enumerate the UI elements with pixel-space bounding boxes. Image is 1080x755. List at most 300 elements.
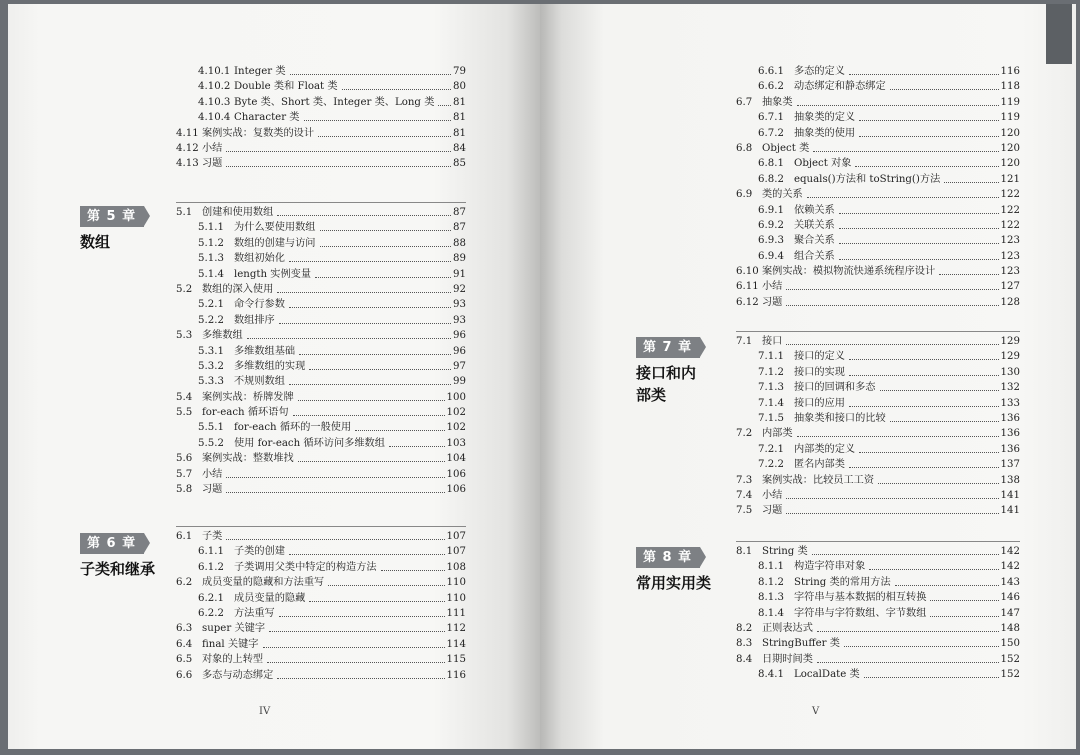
toc-entry (176, 141, 466, 156)
toc-entry-page: 122 (1000, 219, 1020, 231)
chapter-title: 常用实用类 (636, 574, 712, 592)
toc-entry-line (794, 172, 1020, 187)
dot-leader (269, 621, 445, 632)
dot-leader (226, 156, 451, 167)
dot-leader (844, 636, 999, 647)
toc-entry-line (762, 544, 1020, 559)
toc-entry (736, 79, 1020, 94)
toc-entry-page: 79 (453, 66, 466, 77)
toc-entry (176, 591, 466, 606)
chapter-badge: 第 8 章 (636, 547, 700, 568)
toc-entry-line (762, 473, 1020, 488)
toc-entry-page: 87 (453, 222, 466, 234)
toc-entry-number: 4.12 (176, 142, 199, 154)
toc-entry (176, 64, 466, 79)
toc-entry-title: 命令行参数 (234, 299, 285, 311)
toc-entry-number: 7.1.5 (758, 412, 784, 424)
toc-entry-number: 8.1.2 (758, 576, 784, 588)
toc-entry-line (234, 64, 466, 79)
toc-entry-number: 6.2 (176, 577, 193, 589)
toc-entry-page: 81 (453, 112, 466, 124)
dot-leader (807, 187, 999, 198)
toc-entry-page: 148 (1000, 622, 1020, 634)
chapter-heading (80, 205, 144, 253)
toc-entry-page: 123 (1000, 250, 1020, 262)
toc-entry-page: 80 (453, 81, 466, 93)
toc-entry-line (202, 668, 466, 683)
toc-entry-line (762, 95, 1020, 110)
toc-entry (176, 359, 466, 374)
toc-entry-page: 141 (1000, 505, 1020, 517)
toc-entry-page: 102 (446, 422, 466, 434)
dot-leader (817, 652, 999, 663)
toc-entry-number: 6.6.2 (758, 81, 784, 93)
chapter-title: 数组 (80, 233, 111, 251)
dot-leader (944, 172, 998, 183)
toc-entry-title: Byte 类、Short 类、Integer 类、Long 类 (234, 96, 435, 108)
dot-leader (849, 396, 999, 407)
toc-entry-title: 抽象类 (762, 96, 793, 108)
toc-entry-number: 6.7.2 (758, 127, 784, 139)
toc-entry-title: for-each 循环语句 (202, 407, 289, 419)
toc-entry-line (794, 218, 1020, 233)
toc-entry-line (234, 236, 466, 251)
toc-entry-line (794, 559, 1020, 574)
toc-entry (176, 205, 466, 220)
toc-entry (736, 575, 1020, 590)
toc-entry-page: 122 (1000, 204, 1020, 216)
toc-entry-number: 7.1.2 (758, 366, 784, 378)
toc-entry-page: 120 (1000, 127, 1020, 139)
toc-entry-number: 6.7 (736, 96, 753, 108)
divider (176, 202, 466, 203)
toc-entry (736, 457, 1020, 472)
toc-entry-title: 创建和使用数组 (202, 207, 274, 218)
toc-list (176, 205, 466, 497)
toc-entry-line (762, 264, 1020, 279)
toc-entry-line (794, 380, 1020, 395)
toc-entry-line (762, 334, 1020, 349)
toc-entry-line (202, 405, 466, 420)
toc-entry-title: Object 对象 (794, 158, 852, 170)
dot-leader (849, 457, 999, 468)
toc-entry-title: 成员变量的隐藏和方法重写 (202, 577, 325, 589)
dot-leader (880, 380, 999, 391)
chapter-heading (636, 546, 711, 594)
toc-entry-number: 8.1 (736, 546, 753, 557)
dot-leader (226, 482, 444, 493)
toc-entry-title: equals()方法和 toString()方法 (794, 173, 941, 185)
dot-leader (849, 64, 999, 75)
toc-entry (176, 251, 466, 266)
toc-entry-line (794, 606, 1020, 621)
toc-entry (736, 64, 1020, 79)
toc-entry-page: 116 (1000, 66, 1020, 77)
toc-entry-page: 111 (446, 607, 466, 619)
toc-entry-title: 聚合关系 (794, 235, 835, 247)
toc-entry-title: 数组排序 (234, 314, 275, 326)
toc-entry-number: 6.8.2 (758, 173, 784, 185)
toc-entry (176, 374, 466, 389)
toc-entry-number: 8.2 (736, 622, 753, 634)
toc-entry (736, 559, 1020, 574)
toc-entry-title: 方法重写 (234, 607, 275, 619)
toc-entry-title: 数组初始化 (234, 253, 285, 265)
toc-entry-page: 108 (446, 561, 466, 573)
toc-entry-line (202, 205, 466, 220)
dot-leader (890, 411, 999, 422)
toc-entry-title: 多态的定义 (794, 66, 845, 77)
toc-entry (736, 279, 1020, 294)
toc-entry-title: 案例实战：桥牌发牌 (202, 391, 294, 403)
dot-leader (277, 205, 451, 216)
toc-entry-line (234, 297, 466, 312)
toc-entry (176, 482, 466, 497)
toc-entry-title: 接口 (762, 336, 783, 347)
toc-entry-title: 接口的回调和多态 (794, 382, 876, 394)
toc-entry-page: 97 (453, 360, 466, 372)
toc-entry-page: 122 (1000, 189, 1020, 201)
toc-entry-number: 5.3.3 (198, 376, 224, 388)
dot-leader (849, 349, 999, 360)
toc-list (736, 334, 1020, 519)
toc-entry (736, 264, 1020, 279)
left-page (8, 4, 540, 749)
dot-leader (320, 236, 452, 247)
toc-entry-line (202, 575, 466, 590)
toc-entry-line (762, 652, 1020, 667)
toc-entry-page: 132 (1000, 382, 1020, 394)
toc-entry-page: 102 (446, 407, 466, 419)
toc-entry-title: 接口的应用 (794, 397, 845, 409)
toc-entry (736, 503, 1020, 518)
toc-entry-title: 多维数组基础 (234, 345, 296, 357)
toc-entry-title: 正则表达式 (762, 622, 813, 634)
toc-entry-title: 案例实战：比较员工工资 (762, 474, 875, 486)
toc-entry-title: 接口的定义 (794, 351, 845, 363)
toc-entry-page: 87 (453, 207, 466, 218)
toc-entry (736, 396, 1020, 411)
toc-entry-number: 7.1.1 (758, 351, 784, 363)
toc-entry-page: 133 (1000, 397, 1020, 409)
toc-entry (176, 156, 466, 171)
dot-leader (864, 667, 999, 678)
toc-entry-title: 动态绑定和静态绑定 (794, 81, 886, 93)
dot-leader (939, 264, 998, 275)
dot-leader (263, 637, 445, 648)
toc-entry-page: 103 (446, 437, 466, 449)
toc-entry-title: 依赖关系 (794, 204, 835, 216)
toc-entry-title: 不规则数组 (234, 376, 285, 388)
toc-entry (736, 141, 1020, 156)
toc-entry-line (794, 249, 1020, 264)
toc-entry-number: 7.3 (736, 474, 753, 486)
toc-entry (176, 606, 466, 621)
toc-entry (736, 411, 1020, 426)
toc-entry-page: 123 (1000, 266, 1020, 278)
toc-entry-number: 6.12 (736, 296, 759, 308)
toc-entry-number: 5.1 (176, 207, 193, 218)
dot-leader (797, 426, 999, 437)
toc-entry-title: 为什么要使用数组 (234, 222, 316, 234)
toc-entry-title: 关联关系 (794, 219, 835, 231)
toc-entry-number: 6.10 (736, 266, 759, 278)
dot-leader (267, 652, 444, 663)
toc-entry-number: 4.11 (176, 127, 199, 139)
toc-entry-page: 88 (453, 237, 466, 249)
toc-entry (736, 249, 1020, 264)
toc-entry-page: 136 (1000, 412, 1020, 424)
dot-leader (859, 126, 998, 137)
toc-entry-number: 6.9.3 (758, 235, 784, 247)
dot-leader (817, 621, 999, 632)
toc-entry-title: 构造字符串对象 (794, 561, 866, 573)
toc-entry-page: 120 (1000, 142, 1020, 154)
toc-entry-number: 7.1.4 (758, 397, 784, 409)
toc-entry-number: 7.2.1 (758, 443, 784, 455)
toc-entry-title: 多维数组的实现 (234, 360, 306, 372)
dot-leader (318, 126, 451, 137)
toc-entry (176, 313, 466, 328)
dot-leader (812, 544, 999, 555)
toc-entry (176, 267, 466, 282)
toc-entry-number: 7.1 (736, 336, 753, 347)
toc-entry-page: 118 (1000, 81, 1020, 93)
dot-leader (328, 575, 444, 586)
toc-entry-title: 抽象类和接口的比较 (794, 412, 886, 424)
toc-entry-page: 116 (446, 669, 466, 681)
dot-leader (315, 267, 451, 278)
toc-entry-page: 143 (1000, 576, 1020, 588)
toc-entry-number: 5.3 (176, 330, 193, 342)
toc-entry-title: 成员变量的隐藏 (234, 592, 306, 604)
toc-entry-line (794, 667, 1020, 682)
toc-entry-number: 6.1.2 (198, 561, 224, 573)
toc-entry-number: 5.2.1 (198, 299, 224, 311)
toc-entry-title: 字符串与基本数据的相互转换 (794, 592, 927, 604)
dot-leader (320, 220, 452, 231)
dot-leader (786, 295, 998, 306)
dot-leader (293, 405, 445, 416)
toc-entry-page: 92 (453, 283, 466, 295)
toc-entry-page: 119 (1000, 112, 1020, 124)
toc-entry (736, 110, 1020, 125)
toc-entry-number: 8.1.3 (758, 592, 784, 604)
toc-entry-page: 137 (1000, 459, 1020, 471)
toc-entry-number: 7.2 (736, 428, 753, 440)
toc-entry (176, 451, 466, 466)
toc-entry-line (762, 426, 1020, 441)
dot-leader (226, 141, 451, 152)
toc-entry-number: 4.13 (176, 158, 199, 170)
dot-leader (342, 79, 451, 90)
toc-entry-number: 6.7.1 (758, 112, 784, 124)
toc-entry-page: 81 (453, 127, 466, 139)
toc-entry (176, 560, 466, 575)
toc-entry-number: 5.5.1 (198, 422, 224, 434)
toc-entry (176, 529, 466, 544)
toc-entry-line (202, 328, 466, 343)
dot-leader (839, 218, 999, 229)
toc-entry-title: String 类的常用方法 (794, 576, 891, 588)
toc-entry-page: 84 (453, 142, 466, 154)
toc-entry-line (202, 451, 466, 466)
chapter-title-line: 部类 (636, 386, 667, 404)
toc-entry-title: Character 类 (234, 112, 300, 124)
dot-leader (247, 328, 451, 339)
dot-leader (355, 420, 444, 431)
dot-leader (289, 544, 445, 555)
toc-entry (736, 233, 1020, 248)
toc-entry (176, 420, 466, 435)
toc-entry-line (202, 652, 466, 667)
toc-entry-line (794, 590, 1020, 605)
toc-entry-number: 6.3 (176, 623, 193, 635)
page-number: IV (259, 706, 271, 717)
toc-entry-page: 110 (446, 577, 466, 589)
dot-leader (869, 559, 998, 570)
toc-entry-title: super 关键字 (202, 623, 266, 635)
toc-entry-title: LocalDate 类 (794, 669, 860, 681)
toc-entry-number: 5.3.2 (198, 360, 224, 372)
chapter-heading (636, 336, 700, 406)
toc-entry (176, 668, 466, 683)
toc-entry-number: 6.9 (736, 189, 753, 201)
toc-entry-line (762, 295, 1020, 310)
chapter-title (636, 362, 700, 406)
dot-leader (279, 313, 451, 324)
toc-entry (736, 636, 1020, 651)
toc-entry-line (202, 621, 466, 636)
toc-entry (176, 297, 466, 312)
toc-entry-title: length 实例变量 (234, 268, 312, 280)
dot-leader (304, 110, 452, 121)
toc-list (736, 64, 1020, 310)
dot-leader (930, 590, 998, 601)
toc-entry-line (234, 606, 466, 621)
chapter-badge: 第 7 章 (636, 337, 700, 358)
toc-entry-title: 内部类 (762, 428, 793, 440)
dot-leader (859, 442, 998, 453)
toc-entry-number: 6.5 (176, 654, 193, 666)
toc-entry-page: 142 (1000, 561, 1020, 573)
toc-entry-page: 93 (453, 314, 466, 326)
dot-leader (277, 668, 444, 679)
toc-entry-number: 5.5.2 (198, 437, 224, 449)
toc-entry-page: 114 (446, 638, 466, 650)
toc-entry (176, 126, 466, 141)
dot-leader (813, 141, 998, 152)
toc-entry-number: 5.2.2 (198, 314, 224, 326)
toc-entry-line (794, 575, 1020, 590)
toc-entry-page: 142 (1000, 546, 1020, 557)
toc-entry-title: StringBuffer 类 (762, 638, 840, 650)
toc-entry-title: 习题 (762, 296, 783, 308)
toc-entry-page: 115 (446, 654, 466, 666)
toc-entry-line (794, 396, 1020, 411)
toc-entry-line (762, 488, 1020, 503)
toc-entry (736, 473, 1020, 488)
dot-leader (855, 156, 998, 167)
toc-entry-title: 使用 for-each 循环访问多维数组 (234, 437, 385, 449)
chapter-title: 子类和继承 (80, 560, 156, 578)
page-number: V (812, 706, 820, 717)
toc-entry-line (234, 95, 466, 110)
toc-entry-line (794, 233, 1020, 248)
right-page (540, 4, 1076, 749)
toc-entry (736, 156, 1020, 171)
toc-entry-title: 习题 (202, 158, 223, 170)
dot-leader (438, 95, 451, 106)
toc-entry-title: 小结 (202, 468, 223, 480)
toc-entry-line (794, 442, 1020, 457)
toc-entry-page: 104 (446, 453, 466, 465)
toc-entry-page: 128 (1000, 296, 1020, 308)
toc-entry (736, 652, 1020, 667)
toc-entry-line (202, 637, 466, 652)
toc-entry-line (234, 313, 466, 328)
toc-entry-page: 121 (1000, 173, 1020, 185)
toc-entry-number: 8.4.1 (758, 669, 784, 681)
toc-entry-number: 6.11 (736, 281, 759, 293)
toc-entry-title: String 类 (762, 546, 808, 557)
toc-entry-line (202, 390, 466, 405)
toc-entry-page: 136 (1000, 428, 1020, 440)
toc-entry-page: 138 (1000, 474, 1020, 486)
toc-entry-number: 7.5 (736, 505, 753, 517)
toc-entry-line (234, 251, 466, 266)
toc-entry (176, 652, 466, 667)
toc-entry-number: 7.2.2 (758, 459, 784, 471)
toc-entry-title: 数组的创建与访问 (234, 237, 316, 249)
toc-entry-number: 5.4 (176, 391, 193, 403)
toc-entry-page: 106 (446, 484, 466, 496)
toc-entry (736, 95, 1020, 110)
toc-entry (736, 426, 1020, 441)
toc-entry (736, 218, 1020, 233)
toc-entry-number: 8.1.1 (758, 561, 784, 573)
toc-entry (736, 621, 1020, 636)
toc-entry (736, 172, 1020, 187)
toc-entry-line (234, 436, 466, 451)
toc-entry-number: 6.1 (176, 531, 193, 542)
toc-entry-page: 110 (446, 592, 466, 604)
toc-entry-number: 4.10.1 (198, 66, 231, 77)
toc-entry-number: 6.8 (736, 142, 753, 154)
toc-entry-title: 小结 (762, 281, 783, 293)
toc-entry-line (794, 457, 1020, 472)
toc-entry-number: 6.2.2 (198, 607, 224, 619)
toc-list (176, 529, 466, 683)
toc-entry-page: 119 (1000, 96, 1020, 108)
toc-entry-title: 字符串与字符数组、字节数组 (794, 607, 927, 619)
toc-entry-title: 多态与动态绑定 (202, 669, 274, 681)
dot-leader (859, 110, 998, 121)
toc-entry-line (794, 365, 1020, 380)
toc-entry-page: 85 (453, 158, 466, 170)
toc-entry (176, 621, 466, 636)
toc-entry-line (202, 282, 466, 297)
toc-entry (736, 126, 1020, 141)
toc-entry-line (234, 220, 466, 235)
dot-leader (839, 203, 999, 214)
divider (176, 526, 466, 527)
toc-entry-title: 子类的创建 (234, 546, 285, 558)
dot-leader (786, 279, 998, 290)
toc-entry (176, 328, 466, 343)
dot-leader (839, 233, 999, 244)
toc-entry-title: final 关键字 (202, 638, 259, 650)
